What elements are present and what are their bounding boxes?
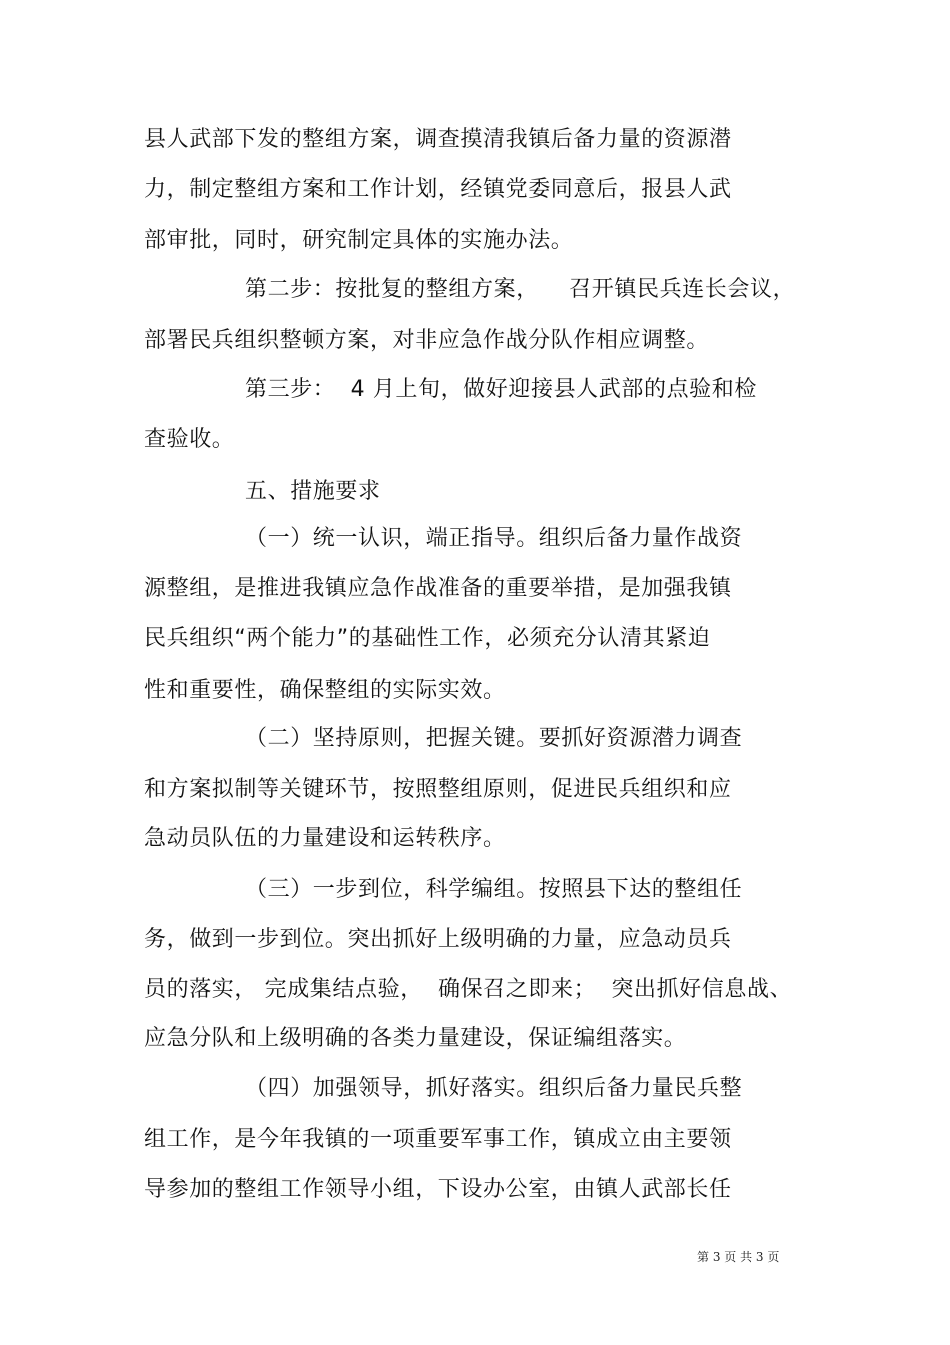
text-line: 急动员队伍的力量建设和运转秩序。: [144, 826, 506, 851]
text-line: 县人武部下发的整组方案，调查摸清我镇后备力量的资源潜: [144, 127, 732, 152]
text-line: 查验收。: [144, 427, 235, 452]
text-line: （四）加强领导，抓好落实。组织后备力量民兵整: [245, 1076, 743, 1101]
text-line: 应急分队和上级明确的各类力量建设，保证编组落实。: [144, 1026, 687, 1051]
text-line: 部署民兵组织整顿方案，对非应急作战分队作相应调整。: [144, 328, 710, 353]
text-line: （一）统一认识，端正指导。组织后备力量作战资: [245, 526, 743, 551]
text-line: 民兵组织“两个能力”的基础性工作，必须充分认清其紧迫: [144, 626, 711, 651]
text-line: 部审批，同时，研究制定具体的实施办法。: [144, 228, 574, 253]
text-line: 第二步：按批复的整组方案， 召开镇民兵连长会议，: [245, 277, 796, 302]
text-line: 和方案拟制等关键环节，按照整组原则，促进民兵组织和应: [144, 777, 732, 802]
text-line: 源整组，是推进我镇应急作战准备的重要举措，是加强我镇: [144, 576, 732, 601]
text-line: 力，制定整组方案和工作计划，经镇党委同意后，报县人武: [144, 177, 732, 202]
text-line: 性和重要性，确保整组的实际实效。: [144, 678, 506, 703]
text-line: 导参加的整组工作领导小组，下设办公室，由镇人武部长任: [144, 1177, 732, 1202]
text-line: 员的落实， 完成集结点验， 确保召之即来； 突出抓好信息战、: [144, 977, 793, 1002]
text-line: 组工作，是今年我镇的一项重要军事工作，镇成立由主要领: [144, 1127, 732, 1152]
text-line: 务，做到一步到位。突出抓好上级明确的力量，应急动员兵: [144, 927, 732, 952]
text-line: （二）坚持原则，把握关键。要抓好资源潜力调查: [245, 726, 743, 751]
page-number: 第 3 页 共 3 页: [697, 1250, 780, 1264]
text-line: 第三步： 4 月上旬，做好迎接县人武部的点验和检: [245, 377, 757, 402]
section-heading: 五、措施要求: [245, 479, 381, 504]
text-line: （三）一步到位，科学编组。按照县下达的整组任: [245, 877, 743, 902]
